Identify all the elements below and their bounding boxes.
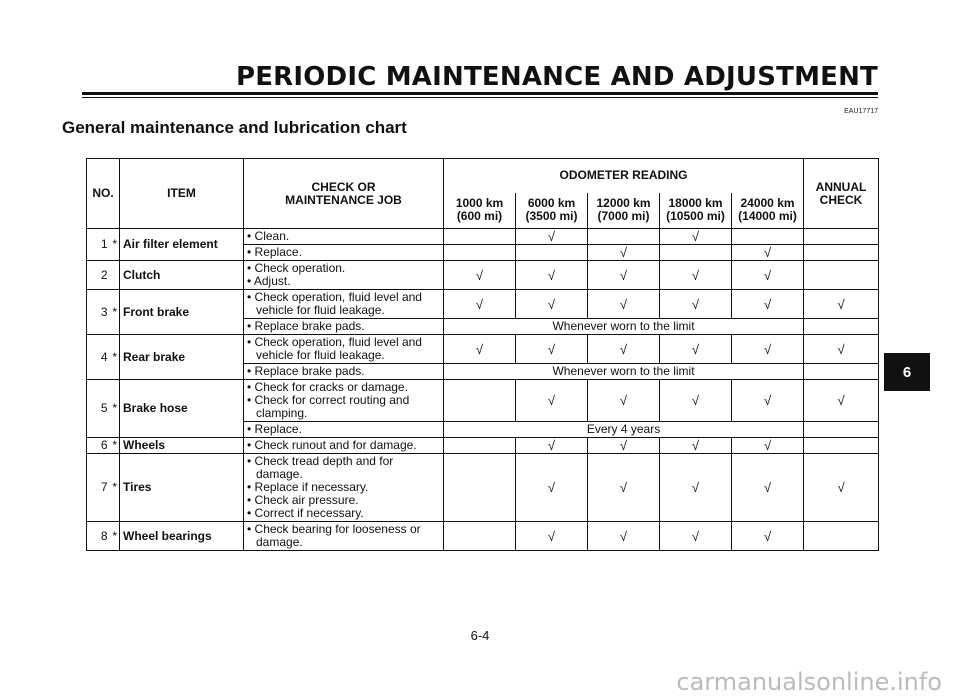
item-number: 5 — [87, 380, 111, 438]
interval-km: 18000 km — [668, 196, 723, 211]
watermark-text: carmanualsonline.info — [676, 668, 942, 696]
interval-check-mark — [588, 229, 660, 245]
header-rule-thin — [82, 97, 878, 98]
maintenance-job — [244, 245, 444, 261]
interval-check-mark — [732, 229, 804, 245]
job-line: • Check tread depth and for — [247, 454, 394, 468]
interval-mi: (14000 mi) — [738, 209, 797, 224]
interval-check-mark — [444, 380, 516, 422]
interval-check-mark: √ — [660, 290, 732, 319]
interval-check-mark: √ — [732, 438, 804, 454]
interval-check-mark: √ — [588, 290, 660, 319]
header-interval-1 — [444, 193, 516, 229]
interval-check-mark — [660, 245, 732, 261]
table-row — [87, 290, 879, 319]
header-annual — [804, 159, 879, 229]
table-row — [87, 454, 879, 522]
annual-check-mark: √ — [804, 335, 879, 364]
job-line: clamping. — [256, 406, 308, 420]
job-line: • Replace brake pads. — [247, 364, 365, 378]
header-interval-5 — [732, 193, 804, 229]
interval-check-mark: √ — [588, 522, 660, 551]
interval-km: 12000 km — [596, 196, 651, 211]
maintenance-job — [244, 229, 444, 245]
dealer-service-marker: * — [111, 335, 120, 380]
header-interval-4 — [660, 193, 732, 229]
interval-check-mark: √ — [732, 335, 804, 364]
chapter-tab: 6 — [884, 353, 930, 391]
interval-mi: (3500 mi) — [525, 209, 578, 224]
item-name: Clutch — [120, 261, 244, 290]
annual-check-mark — [804, 245, 879, 261]
item-name: Wheel bearings — [120, 522, 244, 551]
job-line: • Check bearing for looseness or — [247, 522, 421, 536]
header-job — [244, 159, 444, 229]
interval-check-mark: √ — [660, 261, 732, 290]
annual-check-mark: √ — [804, 290, 879, 319]
maintenance-job — [244, 261, 444, 290]
interval-check-mark: √ — [660, 335, 732, 364]
interval-check-mark: √ — [588, 335, 660, 364]
interval-check-mark — [444, 454, 516, 522]
item-number: 8 — [87, 522, 111, 551]
maintenance-job — [244, 364, 444, 380]
table-row — [87, 261, 879, 290]
annual-check-mark — [804, 522, 879, 551]
header-annual-line1: ANNUAL — [815, 179, 867, 194]
interval-note: Every 4 years — [444, 422, 804, 438]
dealer-service-marker: * — [111, 290, 120, 335]
table-row — [87, 229, 879, 245]
interval-check-mark: √ — [660, 454, 732, 522]
job-line: • Check for cracks or damage. — [247, 380, 408, 394]
interval-km: 24000 km — [740, 196, 795, 211]
header-rule-thick — [82, 92, 878, 95]
table-row — [87, 522, 879, 551]
interval-check-mark: √ — [660, 438, 732, 454]
job-line: vehicle for fluid leakage. — [256, 348, 385, 362]
interval-check-mark — [444, 229, 516, 245]
header-interval-2 — [516, 193, 588, 229]
page-number: 6-4 — [470, 628, 490, 643]
maintenance-chart — [86, 158, 878, 551]
interval-check-mark: √ — [732, 261, 804, 290]
job-line: • Check runout and for damage. — [247, 438, 417, 452]
maintenance-job — [244, 422, 444, 438]
interval-check-mark: √ — [444, 335, 516, 364]
item-name: Tires — [120, 454, 244, 522]
job-line: • Check air pressure. — [247, 493, 359, 507]
job-line: • Correct if necessary. — [247, 506, 364, 520]
job-line: • Check operation, fluid level and — [247, 290, 422, 304]
item-number: 7 — [87, 454, 111, 522]
maintenance-job — [244, 335, 444, 364]
item-number: 1 — [87, 229, 111, 261]
interval-check-mark: √ — [516, 229, 588, 245]
annual-check-mark — [804, 229, 879, 245]
header-job-line2: MAINTENANCE JOB — [285, 192, 402, 207]
interval-check-mark: √ — [516, 261, 588, 290]
dealer-service-marker: * — [111, 454, 120, 522]
interval-km: 6000 km — [527, 196, 576, 211]
header-interval-3 — [588, 193, 660, 229]
maintenance-job — [244, 290, 444, 319]
interval-check-mark: √ — [444, 261, 516, 290]
table-row — [87, 438, 879, 454]
page-title: PERIODIC MAINTENANCE AND ADJUSTMENT — [235, 62, 878, 92]
maintenance-job — [244, 522, 444, 551]
interval-check-mark: √ — [516, 522, 588, 551]
interval-mi: (7000 mi) — [597, 209, 650, 224]
interval-km: 1000 km — [455, 196, 504, 211]
interval-check-mark: √ — [660, 380, 732, 422]
interval-check-mark: √ — [732, 245, 804, 261]
maintenance-job — [244, 380, 444, 422]
interval-check-mark: √ — [660, 522, 732, 551]
dealer-service-marker — [111, 261, 120, 290]
interval-check-mark — [444, 522, 516, 551]
interval-note: Whenever worn to the limit — [444, 364, 804, 380]
dealer-service-marker: * — [111, 522, 120, 551]
job-line: • Check operation, fluid level and — [247, 335, 422, 349]
interval-check-mark: √ — [516, 290, 588, 319]
interval-check-mark: √ — [588, 380, 660, 422]
maintenance-job — [244, 454, 444, 522]
header-annual-line2: CHECK — [819, 192, 863, 207]
interval-check-mark: √ — [516, 380, 588, 422]
job-line: • Replace if necessary. — [247, 480, 369, 494]
interval-check-mark: √ — [516, 335, 588, 364]
job-line: • Adjust. — [247, 274, 291, 288]
dealer-service-marker: * — [111, 380, 120, 438]
job-line: • Replace. — [247, 422, 302, 436]
interval-note: Whenever worn to the limit — [444, 319, 804, 335]
dealer-service-marker: * — [111, 438, 120, 454]
interval-check-mark: √ — [516, 438, 588, 454]
job-line: • Clean. — [247, 229, 290, 243]
section-title: General maintenance and lubrication chart — [62, 118, 407, 137]
item-name: Air filter element — [120, 229, 244, 261]
dealer-service-marker: * — [111, 229, 120, 261]
job-line: damage. — [256, 467, 303, 481]
annual-check-mark: √ — [804, 454, 879, 522]
job-line: • Check for correct routing and — [247, 393, 410, 407]
interval-check-mark: √ — [588, 245, 660, 261]
job-line: • Replace brake pads. — [247, 319, 365, 333]
annual-cell — [804, 422, 879, 438]
item-name: Rear brake — [120, 335, 244, 380]
interval-check-mark: √ — [660, 229, 732, 245]
interval-check-mark: √ — [732, 454, 804, 522]
interval-check-mark: √ — [444, 290, 516, 319]
interval-mi: (10500 mi) — [666, 209, 725, 224]
item-number: 2 — [87, 261, 111, 290]
annual-cell — [804, 364, 879, 380]
job-line: vehicle for fluid leakage. — [256, 303, 385, 317]
maintenance-job — [244, 319, 444, 335]
interval-check-mark: √ — [588, 438, 660, 454]
interval-check-mark: √ — [588, 454, 660, 522]
table-row — [87, 335, 879, 364]
header-odometer: ODOMETER READING — [444, 159, 804, 193]
interval-check-mark: √ — [732, 290, 804, 319]
annual-cell — [804, 319, 879, 335]
item-name: Brake hose — [120, 380, 244, 438]
maintenance-table — [86, 158, 879, 551]
item-number: 4 — [87, 335, 111, 380]
annual-check-mark — [804, 261, 879, 290]
table-row — [87, 380, 879, 422]
job-line: damage. — [256, 535, 303, 549]
interval-check-mark: √ — [588, 261, 660, 290]
annual-check-mark — [804, 438, 879, 454]
header-job-line1: CHECK OR — [311, 179, 376, 194]
maintenance-job — [244, 438, 444, 454]
job-line: • Replace. — [247, 245, 302, 259]
doc-code: EAU17717 — [844, 108, 878, 115]
item-number: 3 — [87, 290, 111, 335]
interval-check-mark: √ — [732, 522, 804, 551]
interval-check-mark — [444, 245, 516, 261]
interval-check-mark: √ — [516, 454, 588, 522]
interval-check-mark: √ — [732, 380, 804, 422]
interval-mi: (600 mi) — [456, 209, 503, 224]
interval-check-mark — [516, 245, 588, 261]
item-name: Wheels — [120, 438, 244, 454]
job-line: • Check operation. — [247, 261, 346, 275]
item-name: Front brake — [120, 290, 244, 335]
header-no: NO. — [87, 159, 120, 229]
annual-check-mark: √ — [804, 380, 879, 422]
header-item: ITEM — [120, 159, 244, 229]
item-number: 6 — [87, 438, 111, 454]
interval-check-mark — [444, 438, 516, 454]
